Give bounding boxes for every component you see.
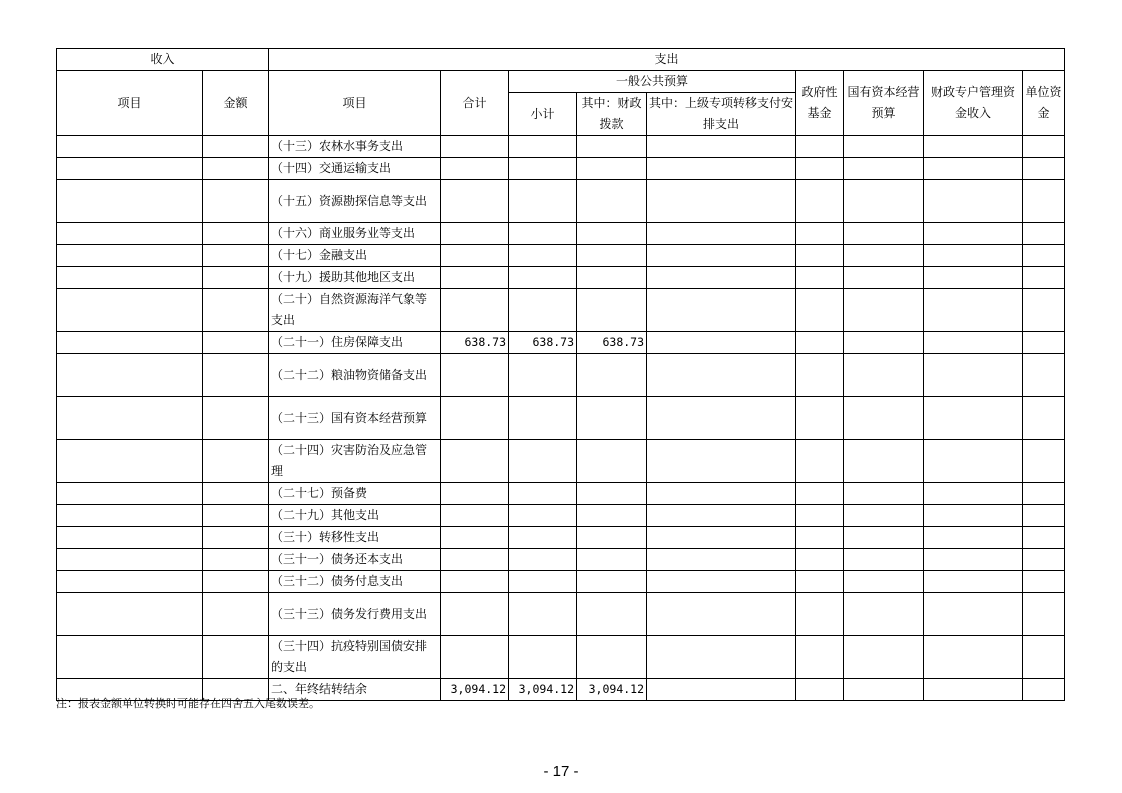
special-account-cell	[924, 245, 1023, 267]
subtotal-cell	[509, 483, 577, 505]
unit-fund-cell	[1023, 136, 1065, 158]
income-amount-cell	[203, 289, 269, 332]
special-account-cell	[924, 571, 1023, 593]
special-account-header: 财政专户管理资金收入	[924, 71, 1023, 136]
income-amount-cell	[203, 571, 269, 593]
income-amount-cell	[203, 636, 269, 679]
subtotal-cell	[509, 636, 577, 679]
exp-item-cell: （三十一）债务还本支出	[269, 549, 441, 571]
state-capital-cell	[844, 158, 924, 180]
total-cell	[441, 549, 509, 571]
expenditure-header: 支出	[269, 49, 1065, 71]
exp-item-cell: （二十三）国有资本经营预算	[269, 397, 441, 440]
total-cell	[441, 593, 509, 636]
fiscal-allocation-cell	[577, 136, 647, 158]
subtotal-cell	[509, 158, 577, 180]
table-row	[57, 593, 1065, 636]
table-body	[57, 136, 1065, 701]
fiscal-allocation-cell	[577, 158, 647, 180]
special-account-cell	[924, 440, 1023, 483]
fiscal-allocation-cell	[577, 505, 647, 527]
exp-item-cell: （二十一）住房保障支出	[269, 332, 441, 354]
table-row	[57, 332, 1065, 354]
fiscal-allocation-header: 其中：财政拨款	[577, 93, 647, 136]
special-account-cell	[924, 505, 1023, 527]
footnote: 注：报表金额单位转换时可能存在四舍五入尾数误差。	[56, 697, 320, 710]
special-account-cell	[924, 289, 1023, 332]
state-capital-cell	[844, 136, 924, 158]
special-account-cell	[924, 636, 1023, 679]
table-row	[57, 245, 1065, 267]
superior-transfer-cell	[647, 245, 796, 267]
subtotal-cell	[509, 397, 577, 440]
superior-transfer-cell	[647, 571, 796, 593]
unit-fund-cell	[1023, 332, 1065, 354]
subtotal-cell	[509, 440, 577, 483]
fiscal-allocation-cell	[577, 549, 647, 571]
subtotal-cell: 3,094.12	[509, 679, 577, 701]
superior-transfer-cell	[647, 679, 796, 701]
exp-item-cell: （二十）自然资源海洋气象等支出	[269, 289, 441, 332]
subtotal-cell	[509, 245, 577, 267]
income-item-cell	[57, 354, 203, 397]
exp-item-cell: （十三）农林水事务支出	[269, 136, 441, 158]
unit-fund-cell	[1023, 267, 1065, 289]
total-cell	[441, 527, 509, 549]
income-item-cell	[57, 636, 203, 679]
total-cell	[441, 267, 509, 289]
state-capital-cell	[844, 332, 924, 354]
gov-fund-cell	[796, 571, 844, 593]
superior-transfer-header: 其中：上级专项转移支付安排支出	[647, 93, 796, 136]
subtotal-cell	[509, 180, 577, 223]
state-capital-cell	[844, 267, 924, 289]
special-account-cell	[924, 354, 1023, 397]
state-capital-cell	[844, 505, 924, 527]
state-capital-cell	[844, 527, 924, 549]
total-cell	[441, 354, 509, 397]
total-cell: 638.73	[441, 332, 509, 354]
table-row	[57, 483, 1065, 505]
income-amount-cell	[203, 527, 269, 549]
income-item-cell	[57, 136, 203, 158]
income-item-cell	[57, 440, 203, 483]
income-item-cell	[57, 267, 203, 289]
unit-fund-cell	[1023, 549, 1065, 571]
income-amount-cell	[203, 245, 269, 267]
subtotal-cell	[509, 549, 577, 571]
subtotal-cell	[509, 267, 577, 289]
gov-fund-cell	[796, 505, 844, 527]
exp-item-cell: （三十）转移性支出	[269, 527, 441, 549]
unit-fund-cell	[1023, 679, 1065, 701]
special-account-cell	[924, 223, 1023, 245]
table-row	[57, 289, 1065, 332]
special-account-cell	[924, 332, 1023, 354]
state-capital-cell	[844, 679, 924, 701]
superior-transfer-cell	[647, 354, 796, 397]
table-row	[57, 527, 1065, 549]
superior-transfer-cell	[647, 549, 796, 571]
special-account-cell	[924, 593, 1023, 636]
gov-fund-cell	[796, 549, 844, 571]
subtotal-cell: 638.73	[509, 332, 577, 354]
income-amount-cell	[203, 483, 269, 505]
state-capital-cell	[844, 593, 924, 636]
subtotal-header: 小计	[509, 93, 577, 136]
income-amount-cell	[203, 397, 269, 440]
total-cell	[441, 158, 509, 180]
income-item-header: 项目	[57, 71, 203, 136]
exp-item-cell: 二、年终结转结余	[269, 679, 441, 701]
unit-fund-cell	[1023, 483, 1065, 505]
state-capital-cell	[844, 245, 924, 267]
budget-table	[56, 48, 1065, 701]
fiscal-allocation-cell	[577, 245, 647, 267]
income-amount-cell	[203, 267, 269, 289]
gov-fund-header: 政府性基金	[796, 71, 844, 136]
gov-fund-cell	[796, 223, 844, 245]
exp-item-cell: （十四）交通运输支出	[269, 158, 441, 180]
gov-fund-cell	[796, 136, 844, 158]
superior-transfer-cell	[647, 593, 796, 636]
special-account-cell	[924, 180, 1023, 223]
state-capital-cell	[844, 180, 924, 223]
state-capital-cell	[844, 571, 924, 593]
income-amount-cell	[203, 505, 269, 527]
table-row	[57, 571, 1065, 593]
table-row	[57, 397, 1065, 440]
exp-item-cell: （三十四）抗疫特别国债安排的支出	[269, 636, 441, 679]
income-amount-header: 金额	[203, 71, 269, 136]
income-amount-cell	[203, 180, 269, 223]
total-cell	[441, 505, 509, 527]
unit-fund-cell	[1023, 636, 1065, 679]
total-cell: 3,094.12	[441, 679, 509, 701]
fiscal-allocation-cell	[577, 180, 647, 223]
special-account-cell	[924, 679, 1023, 701]
superior-transfer-cell	[647, 483, 796, 505]
total-cell	[441, 223, 509, 245]
state-capital-cell	[844, 483, 924, 505]
total-cell	[441, 440, 509, 483]
income-amount-cell	[203, 158, 269, 180]
gov-fund-cell	[796, 180, 844, 223]
income-item-cell	[57, 289, 203, 332]
income-amount-cell	[203, 354, 269, 397]
income-item-cell	[57, 245, 203, 267]
fiscal-allocation-cell	[577, 527, 647, 549]
table-row	[57, 354, 1065, 397]
income-item-cell	[57, 223, 203, 245]
subtotal-cell	[509, 354, 577, 397]
subtotal-cell	[509, 136, 577, 158]
state-capital-cell	[844, 636, 924, 679]
total-cell	[441, 136, 509, 158]
fiscal-allocation-cell	[577, 223, 647, 245]
income-item-cell	[57, 180, 203, 223]
subtotal-cell	[509, 289, 577, 332]
subtotal-cell	[509, 505, 577, 527]
superior-transfer-cell	[647, 158, 796, 180]
fiscal-allocation-cell	[577, 267, 647, 289]
table-row	[57, 440, 1065, 483]
total-cell	[441, 571, 509, 593]
fiscal-allocation-cell	[577, 571, 647, 593]
table-row	[57, 223, 1065, 245]
subtotal-cell	[509, 571, 577, 593]
subtotal-cell	[509, 223, 577, 245]
superior-transfer-cell	[647, 223, 796, 245]
superior-transfer-cell	[647, 332, 796, 354]
superior-transfer-cell	[647, 136, 796, 158]
superior-transfer-cell	[647, 636, 796, 679]
income-item-cell	[57, 505, 203, 527]
superior-transfer-cell	[647, 440, 796, 483]
income-item-cell	[57, 527, 203, 549]
total-header: 合计	[441, 71, 509, 136]
income-item-cell	[57, 549, 203, 571]
special-account-cell	[924, 549, 1023, 571]
state-capital-cell	[844, 289, 924, 332]
total-cell	[441, 289, 509, 332]
state-capital-cell	[844, 549, 924, 571]
gov-fund-cell	[796, 158, 844, 180]
unit-fund-cell	[1023, 354, 1065, 397]
state-capital-cell	[844, 223, 924, 245]
unit-fund-cell	[1023, 223, 1065, 245]
table-row	[57, 505, 1065, 527]
exp-item-cell: （二十四）灾害防治及应急管理	[269, 440, 441, 483]
superior-transfer-cell	[647, 267, 796, 289]
total-cell	[441, 483, 509, 505]
total-cell	[441, 245, 509, 267]
fiscal-allocation-cell	[577, 289, 647, 332]
general-budget-header: 一般公共预算	[509, 71, 796, 93]
gov-fund-cell	[796, 332, 844, 354]
unit-fund-cell	[1023, 593, 1065, 636]
fiscal-allocation-cell: 3,094.12	[577, 679, 647, 701]
income-amount-cell	[203, 136, 269, 158]
superior-transfer-cell	[647, 289, 796, 332]
income-item-cell	[57, 571, 203, 593]
unit-fund-cell	[1023, 505, 1065, 527]
exp-item-cell: （十九）援助其他地区支出	[269, 267, 441, 289]
fiscal-allocation-cell: 638.73	[577, 332, 647, 354]
income-header: 收入	[57, 49, 269, 71]
income-amount-cell	[203, 332, 269, 354]
unit-fund-cell	[1023, 397, 1065, 440]
gov-fund-cell	[796, 527, 844, 549]
table-row	[57, 180, 1065, 223]
subtotal-cell	[509, 527, 577, 549]
table-row	[57, 267, 1065, 289]
state-capital-cell	[844, 354, 924, 397]
income-item-cell	[57, 593, 203, 636]
unit-fund-cell	[1023, 440, 1065, 483]
income-amount-cell	[203, 440, 269, 483]
superior-transfer-cell	[647, 505, 796, 527]
table-row	[57, 136, 1065, 158]
unit-fund-cell	[1023, 245, 1065, 267]
unit-fund-header: 单位资金	[1023, 71, 1065, 136]
exp-item-cell: （三十三）债务发行费用支出	[269, 593, 441, 636]
special-account-cell	[924, 397, 1023, 440]
subtotal-cell	[509, 593, 577, 636]
fiscal-allocation-cell	[577, 397, 647, 440]
income-item-cell	[57, 483, 203, 505]
exp-item-cell: （二十二）粮油物资储备支出	[269, 354, 441, 397]
exp-item-cell: （十六）商业服务业等支出	[269, 223, 441, 245]
gov-fund-cell	[796, 397, 844, 440]
superior-transfer-cell	[647, 397, 796, 440]
gov-fund-cell	[796, 483, 844, 505]
exp-item-cell: （二十九）其他支出	[269, 505, 441, 527]
table-row	[57, 636, 1065, 679]
total-cell	[441, 397, 509, 440]
unit-fund-cell	[1023, 527, 1065, 549]
exp-item-cell: （十五）资源勘探信息等支出	[269, 180, 441, 223]
exp-item-cell: （十七）金融支出	[269, 245, 441, 267]
total-cell	[441, 180, 509, 223]
gov-fund-cell	[796, 245, 844, 267]
state-capital-cell	[844, 440, 924, 483]
unit-fund-cell	[1023, 571, 1065, 593]
unit-fund-cell	[1023, 289, 1065, 332]
income-amount-cell	[203, 223, 269, 245]
fiscal-allocation-cell	[577, 440, 647, 483]
exp-item-header: 项目	[269, 71, 441, 136]
unit-fund-cell	[1023, 158, 1065, 180]
page-number: - 17 -	[543, 763, 579, 780]
income-amount-cell	[203, 549, 269, 571]
superior-transfer-cell	[647, 527, 796, 549]
total-cell	[441, 636, 509, 679]
gov-fund-cell	[796, 354, 844, 397]
gov-fund-cell	[796, 289, 844, 332]
exp-item-cell: （三十二）债务付息支出	[269, 571, 441, 593]
state-capital-cell	[844, 397, 924, 440]
state-capital-header: 国有资本经营预算	[844, 71, 924, 136]
income-item-cell	[57, 158, 203, 180]
exp-item-cell: （二十七）预备费	[269, 483, 441, 505]
fiscal-allocation-cell	[577, 593, 647, 636]
fiscal-allocation-cell	[577, 354, 647, 397]
gov-fund-cell	[796, 679, 844, 701]
gov-fund-cell	[796, 267, 844, 289]
special-account-cell	[924, 136, 1023, 158]
gov-fund-cell	[796, 440, 844, 483]
income-item-cell	[57, 397, 203, 440]
income-amount-cell	[203, 593, 269, 636]
fiscal-allocation-cell	[577, 636, 647, 679]
special-account-cell	[924, 267, 1023, 289]
table-row	[57, 549, 1065, 571]
special-account-cell	[924, 527, 1023, 549]
special-account-cell	[924, 158, 1023, 180]
gov-fund-cell	[796, 636, 844, 679]
unit-fund-cell	[1023, 180, 1065, 223]
income-item-cell	[57, 332, 203, 354]
special-account-cell	[924, 483, 1023, 505]
superior-transfer-cell	[647, 180, 796, 223]
gov-fund-cell	[796, 593, 844, 636]
table-row	[57, 158, 1065, 180]
fiscal-allocation-cell	[577, 483, 647, 505]
